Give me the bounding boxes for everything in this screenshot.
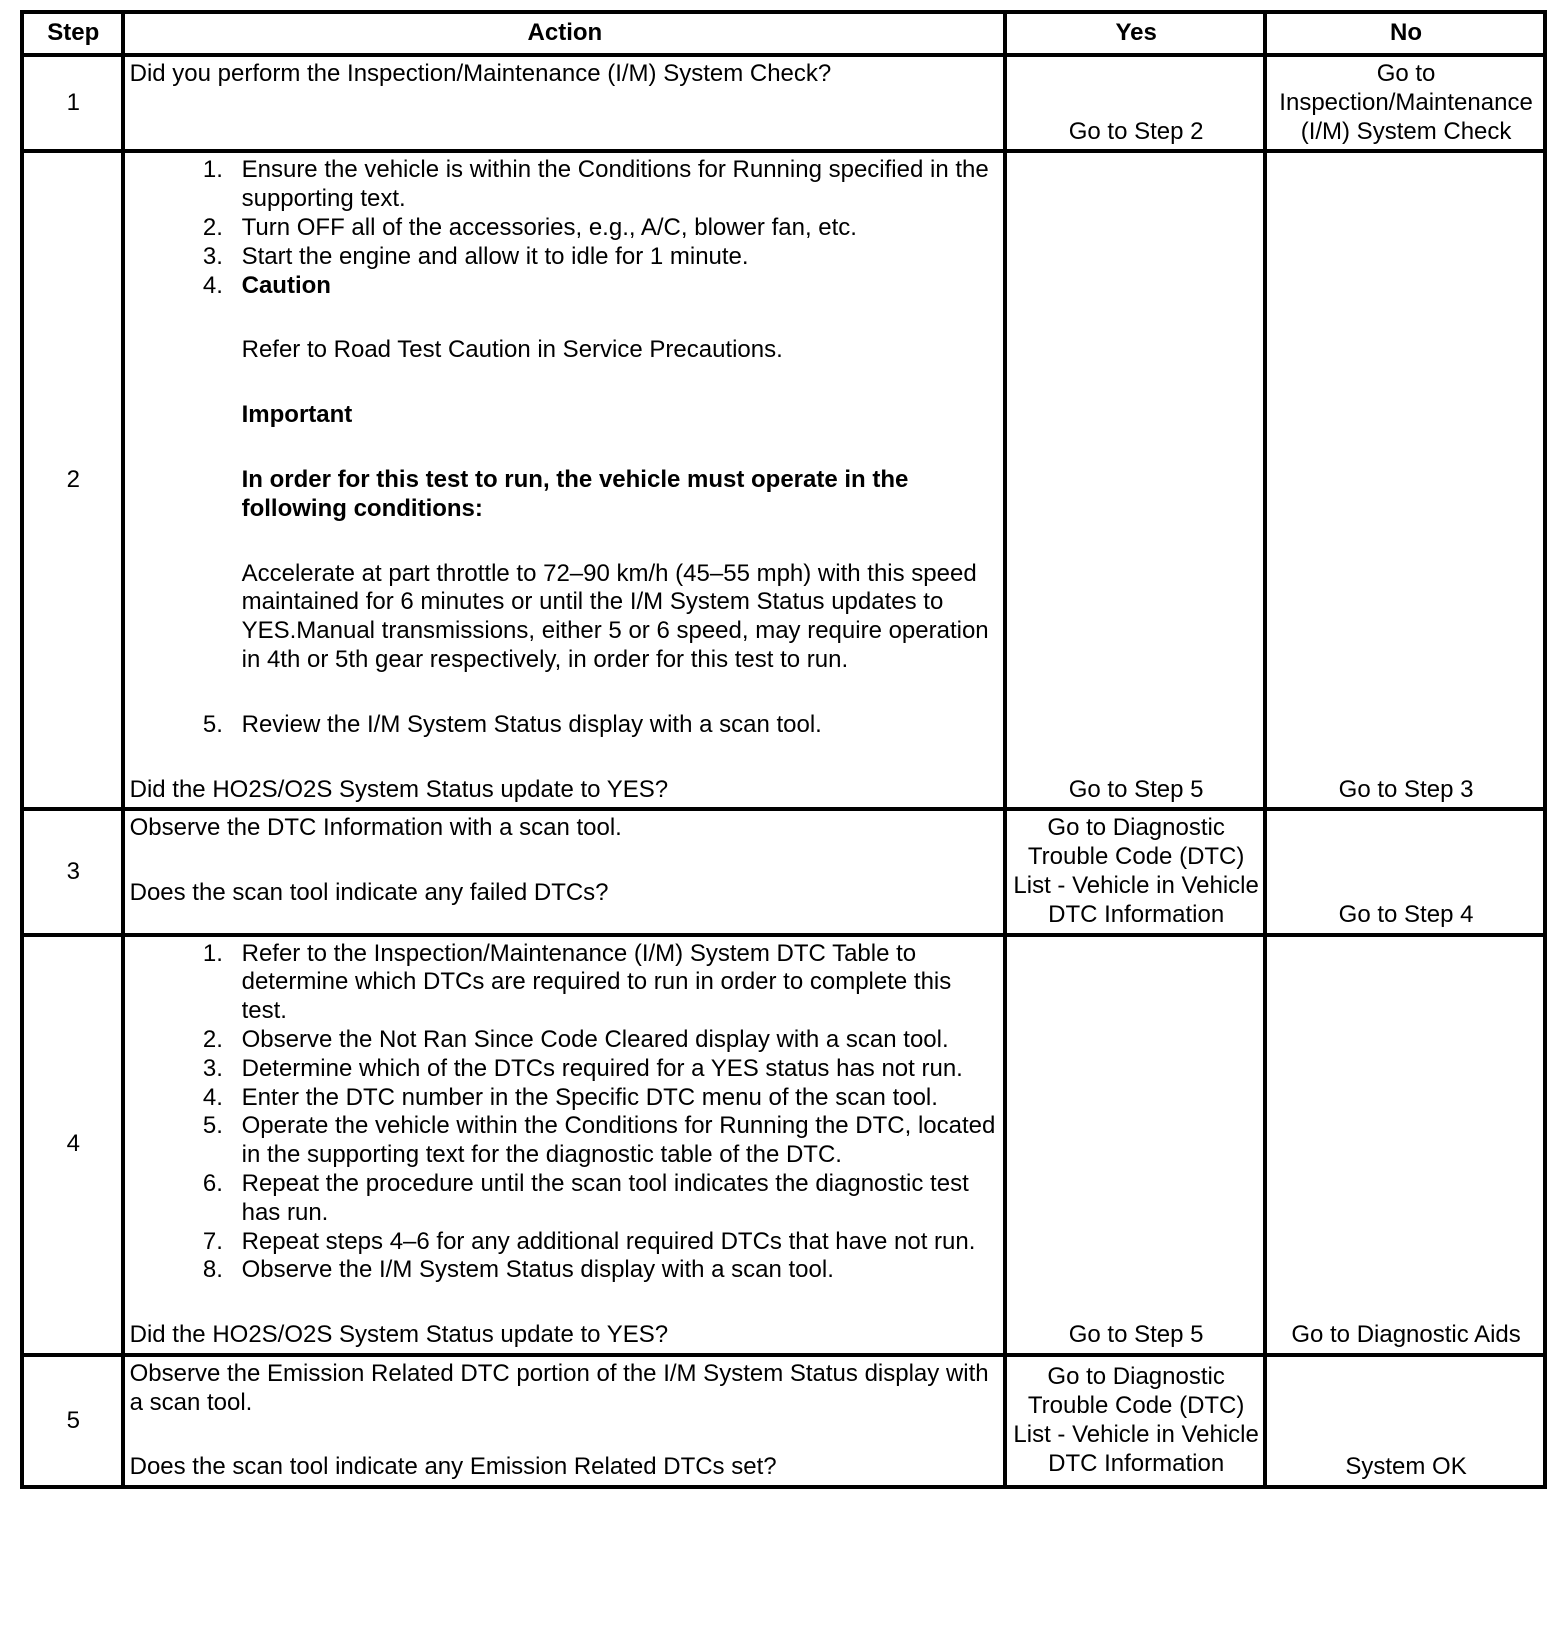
list-item: 2. Observe the Not Ran Since Code Cleared display with a scan tool. (230, 1026, 1001, 1055)
table-row (22, 1355, 1545, 1487)
action-instruction: Observe the Emission Related DTC portion of the I/M System Status display with a scan tool. (129, 1359, 989, 1416)
action-cell (123, 1355, 1006, 1487)
header-no: No (1265, 12, 1545, 55)
table-row (22, 151, 1545, 809)
action-list (130, 156, 1001, 739)
header-yes: Yes (1005, 12, 1265, 55)
yes-cell: Go to Diagnostic Trouble Code (DTC) List - Vehicle in Vehicle DTC Information (1005, 1355, 1265, 1487)
list-item: 2. Turn OFF all of the accessories, e.g., A/C, blower fan, etc. (230, 214, 1001, 243)
action-question: Does the scan tool indicate any Emission Related DTCs set? (129, 1453, 777, 1481)
no-cell: Go to Inspection/Maintenance (I/M) System Check (1265, 55, 1545, 151)
conditions-text: Accelerate at part throttle to 72–90 km/h (45–55 mph) with this speed maintained for 6 minutes or until the I/M System Status updates to YES.Manual transmissions, either 5 or 6 speed, may require operation in 4th or 5th gear respectively, in order for this test to run. (241, 559, 989, 673)
action-cell (123, 151, 1006, 809)
step-number: 3 (22, 809, 123, 934)
table-row (22, 809, 1545, 934)
list-item: 5. Review the I/M System Status display with a scan tool. (230, 711, 1001, 740)
action-question: Does the scan tool indicate any failed DTCs? (129, 879, 609, 907)
list-item: 1. Ensure the vehicle is within the Conditions for Running specified in the supporting text. (230, 156, 1001, 214)
header-row (22, 12, 1545, 55)
important-text: In order for this test to run, the vehicle must operate in the following conditions: (241, 465, 909, 522)
table-row (22, 935, 1545, 1355)
action-cell (123, 809, 1006, 934)
list-item: 4. Enter the DTC number in the Specific DTC menu of the scan tool. (230, 1084, 1001, 1113)
step-number: 5 (22, 1355, 123, 1487)
list-item: 3. Determine which of the DTCs required for a YES status has not run. (230, 1055, 1001, 1084)
action-cell (123, 55, 1006, 151)
no-cell: System OK (1265, 1355, 1545, 1487)
no-cell: Go to Step 4 (1265, 809, 1545, 934)
action-list (130, 940, 1001, 1286)
list-item: 3. Start the engine and allow it to idle for 1 minute. (230, 243, 1001, 272)
action-cell (123, 935, 1006, 1355)
step-number: 4 (22, 935, 123, 1355)
action-instruction: Observe the DTC Information with a scan tool. (129, 814, 622, 842)
step-number: 1 (22, 55, 123, 151)
list-item: 1. Refer to the Inspection/Maintenance (I/M) System DTC Table to determine which DTCs are required to run in order to complete this test. (230, 940, 1001, 1026)
yes-cell: Go to Diagnostic Trouble Code (DTC) List - Vehicle in Vehicle DTC Information (1005, 809, 1265, 934)
no-cell: Go to Step 3 (1265, 151, 1545, 809)
header-step: Step (22, 12, 123, 55)
no-cell: Go to Diagnostic Aids (1265, 935, 1545, 1355)
list-item: 8. Observe the I/M System Status display with a scan tool. (230, 1256, 1001, 1285)
action-question: Did the HO2S/O2S System Status update to YES? (129, 775, 669, 803)
list-item: 7. Repeat steps 4–6 for any additional required DTCs that have not run. (230, 1228, 1001, 1257)
header-action: Action (123, 12, 1006, 55)
yes-cell: Go to Step 5 (1005, 935, 1265, 1355)
list-item: 6. Repeat the procedure until the scan tool indicates the diagnostic test has run. (230, 1170, 1001, 1228)
diagnostic-table (20, 10, 1547, 1489)
list-item: 5. Operate the vehicle within the Conditions for Running the DTC, located in the supporting text for the diagnostic table of the DTC. (230, 1112, 1001, 1170)
list-item (230, 272, 1001, 711)
yes-cell: Go to Step 5 (1005, 151, 1265, 809)
important-label: Important (241, 401, 353, 429)
yes-cell: Go to Step 2 (1005, 55, 1265, 151)
step-number: 2 (22, 151, 123, 809)
caution-text: Refer to Road Test Caution in Service Precautions. (241, 336, 783, 364)
action-question: Did the HO2S/O2S System Status update to YES? (129, 1321, 669, 1349)
table-row (22, 55, 1545, 151)
caution-label: Caution (241, 271, 331, 299)
action-question: Did you perform the Inspection/Maintenance (I/M) System Check? (129, 60, 832, 87)
